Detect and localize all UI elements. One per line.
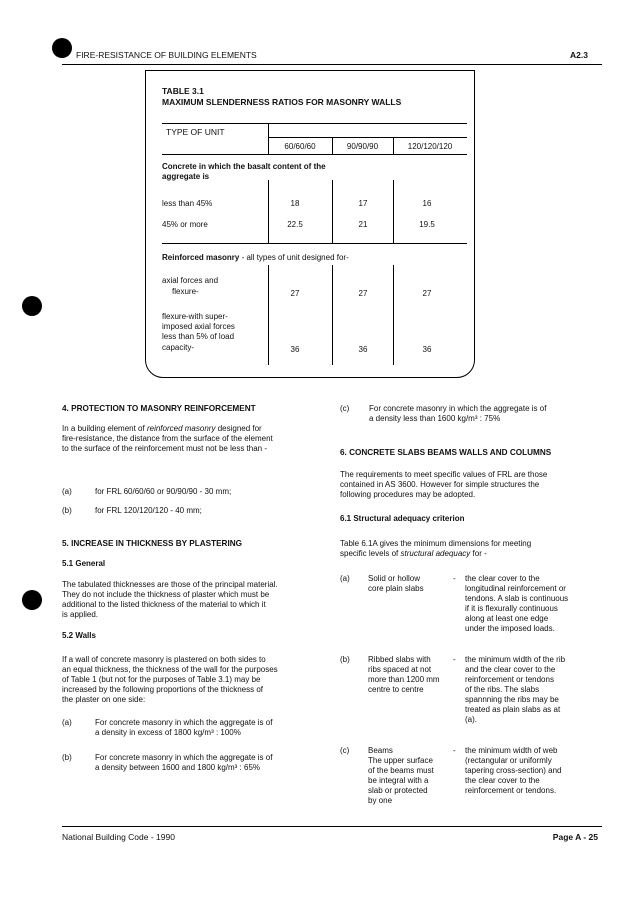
s6-line3: following procedures may be adopted. [340, 490, 476, 499]
s6-line1: The requirements to meet specific values of FRL are those [340, 470, 548, 479]
table-rule-cols [268, 137, 467, 138]
footer-page: Page A - 25 [552, 832, 598, 842]
row4-val2: 36 [358, 345, 368, 354]
table-vline-2b [332, 180, 333, 243]
row4-val3: 36 [422, 345, 432, 354]
s61-item-c-mid4: be integral with a [368, 776, 429, 785]
s4-para-line3: to the surface of the reinforcement must not be less than - [62, 444, 267, 453]
header-rule [62, 64, 602, 65]
table-rule-top [162, 123, 467, 124]
s61-item-a-r1: the clear cover to the [465, 574, 540, 583]
s4-emphasis: reinforced masonry [146, 424, 216, 433]
section-5-2-heading: 5.2 Walls [62, 631, 96, 640]
section-5-heading: 5. INCREASE IN THICKNESS BY PLASTERING [62, 539, 243, 548]
col-header-3: 120/120/120 [407, 142, 453, 151]
s61-item-c-mid1: Beams [368, 746, 393, 755]
s61-line1: Table 6.1A gives the minimum dimensions for meeting [340, 539, 532, 548]
s6-line2: contained in AS 3600. However for simple structures the [340, 480, 540, 489]
s4-item-a-label: (a) [62, 487, 72, 496]
s52-line5: the plaster on one side: [62, 695, 146, 704]
s51-line1: The tabulated thicknesses are those of the principal material. [62, 580, 278, 589]
s61-item-c-mid2: The upper surface [368, 756, 433, 765]
s52-item-a-line2: a density in excess of 1800 kg/m³ : 100% [95, 728, 241, 737]
table-rule-mid [162, 243, 467, 244]
s61-item-b-r5: spannning the ribs may be [465, 695, 559, 704]
s61-text-a: specific levels of [340, 549, 399, 558]
row2-val3: 19.5 [419, 220, 435, 229]
section-6-1-heading: 6.1 Structural adequacy criterion [340, 514, 465, 523]
row-less-than-45-label: less than 45% [162, 199, 213, 208]
row-axial-label-1: axial forces and [162, 276, 219, 285]
punch-hole-middle [22, 296, 42, 316]
reinforced-suffix: - all types of unit designed for- [239, 253, 349, 262]
row1-val1: 18 [290, 199, 300, 208]
s4-text-a: In a building element of [62, 424, 145, 433]
table-vline-3b [393, 180, 394, 243]
s61-item-b-mid2: ribs spaced at not [368, 665, 432, 674]
s61-item-a-r6: under the imposed loads. [465, 624, 555, 633]
s61-item-b-r1: the minimum width of the rib [465, 655, 566, 664]
s4-item-b-text: for FRL 120/120/120 - 40 mm; [95, 506, 202, 515]
table-vline-2c [332, 265, 333, 365]
s52-line3: of Table 1 (but not for the purposes of Table 3.1) may be [62, 675, 261, 684]
s61-item-c-mid3: of the beams must [368, 766, 434, 775]
row-flexure-label-3: less than 5% of load [162, 332, 235, 341]
table-rule-header-bottom [162, 154, 467, 155]
row-45-or-more-label: 45% or more [162, 220, 208, 229]
s61-item-a-r5: along at least one edge [465, 614, 549, 623]
s61-item-c-r1: the minimum width of web [465, 746, 558, 755]
s61-item-a-r2: longitudinal reinforcement or [465, 584, 566, 593]
s61-item-b-r2: and the clear cover to the [465, 665, 556, 674]
row4-val1: 36 [290, 345, 300, 354]
section-4-heading: 4. PROTECTION TO MASONRY REINFORCEMENT [62, 404, 256, 413]
table-vline-3c [393, 265, 394, 365]
s4-text-b: designed for [217, 424, 262, 433]
s4-item-b-label: (b) [62, 506, 72, 515]
s52-item-a-label: (a) [62, 718, 72, 727]
table-vline-1c [268, 265, 269, 365]
s61-item-b-r6: treated as plain slabs as at [465, 705, 561, 714]
s61-item-a-r3: tendons. A slab is continuous [465, 594, 569, 603]
s52-item-c-line1: For concrete masonry in which the aggregate is of [369, 404, 547, 413]
row3-val2: 27 [358, 289, 368, 298]
reinforced-heading: Reinforced masonry [162, 253, 240, 262]
table-vline-1b [268, 180, 269, 243]
row-flexure-label-1: flexure-with super- [162, 312, 228, 321]
s61-item-a-label: (a) [340, 574, 350, 583]
s61-item-a-mid2: core plain slabs [368, 584, 424, 593]
s51-line4: is applied. [62, 610, 99, 619]
row1-val3: 16 [422, 199, 432, 208]
section-5-1-heading: 5.1 General [62, 559, 106, 568]
col-header-2: 90/90/90 [346, 142, 379, 151]
s61-dash-b: - [453, 655, 456, 664]
s4-item-a-text: for FRL 60/60/60 or 90/90/90 - 30 mm; [95, 487, 232, 496]
s61-item-c-mid6: by one [368, 796, 393, 805]
s61-item-a-r4: if it is flexurally continuous [465, 604, 558, 613]
footer-left: National Building Code - 1990 [62, 832, 175, 842]
type-of-unit-label: TYPE OF UNIT [166, 127, 225, 137]
footer-rule [62, 826, 602, 827]
header-title: FIRE-RESISTANCE OF BUILDING ELEMENTS [76, 50, 257, 60]
s61-item-b-mid3: more than 1200 mm [368, 675, 440, 684]
s61-item-c-mid5: slab or protected [368, 786, 428, 795]
row-axial-label-2: flexure- [172, 287, 199, 296]
s61-dash-c: - [453, 746, 456, 755]
s52-line2: an equal thickness, the thickness of the wall for the purposes [62, 665, 278, 674]
s52-item-c-label: (c) [340, 404, 350, 413]
s52-item-b-line2: a density between 1600 and 1800 kg/m³ : 65% [95, 763, 260, 772]
s61-item-b-mid1: Ribbed slabs with [368, 655, 431, 664]
s52-line4: increased by the following proportions of the thickness of [62, 685, 264, 694]
s61-item-b-r3: reinforcement or tendons [465, 675, 554, 684]
s61-item-c-r5: reinforcement or tendons. [465, 786, 557, 795]
s51-line2: They do not include the thickness of plaster which must be [62, 590, 270, 599]
s61-item-a-mid1: Solid or hollow [368, 574, 421, 583]
concrete-heading: Concrete in which the basalt content of the aggregate is [162, 162, 326, 181]
table-title: MAXIMUM SLENDERNESS RATIOS FOR MASONRY WALLS [162, 97, 402, 107]
s61-item-c-r2: (rectangular or uniformly [465, 756, 552, 765]
punch-hole-top [52, 38, 72, 58]
s61-item-b-mid4: centre to centre [368, 685, 424, 694]
s61-item-b-r7: (a). [465, 715, 477, 724]
s61-item-b-label: (b) [340, 655, 350, 664]
s52-item-b-line1: For concrete masonry in which the aggregate is of [95, 753, 273, 762]
s4-para-line2: fire-resistance, the distance from the surface of the element [62, 434, 273, 443]
s52-item-a-line1: For concrete masonry in which the aggregate is of [95, 718, 273, 727]
s61-dash-a: - [453, 574, 456, 583]
punch-hole-lower [22, 590, 42, 610]
row2-val2: 21 [358, 220, 368, 229]
row2-val1: 22.5 [287, 220, 303, 229]
row-flexure-label-4: capacity- [162, 343, 195, 352]
s4-para-line1 [62, 424, 262, 434]
s52-item-b-label: (b) [62, 753, 72, 762]
col-header-1: 60/60/60 [284, 142, 316, 151]
s52-line1: If a wall of concrete masonry is plastered on both sides to [62, 655, 266, 664]
s61-item-c-r4: the clear cover to the [465, 776, 540, 785]
s61-item-c-r3: tapering cross-section) and [465, 766, 562, 775]
s61-item-b-r4: of the ribs. The slabs [465, 685, 540, 694]
s61-emphasis: structural adequacy [400, 549, 471, 558]
s61-item-c-label: (c) [340, 746, 350, 755]
table-number: TABLE 3.1 [162, 86, 204, 96]
s51-line3: additional to the listed thickness of the material to which it [62, 600, 266, 609]
s61-line2 [340, 549, 487, 559]
row3-val3: 27 [422, 289, 432, 298]
reinforced-heading-line [162, 253, 349, 263]
section-6-heading: 6. CONCRETE SLABS BEAMS WALLS AND COLUMNS [340, 448, 552, 457]
row-flexure-label-2: imposed axial forces [162, 322, 235, 331]
s61-text-b: for - [472, 549, 487, 558]
row3-val1: 27 [290, 289, 300, 298]
row1-val2: 17 [358, 199, 368, 208]
s52-item-c-line2: a density less than 1600 kg/m³ : 75% [369, 414, 501, 423]
header-section: A2.3 [570, 50, 588, 60]
